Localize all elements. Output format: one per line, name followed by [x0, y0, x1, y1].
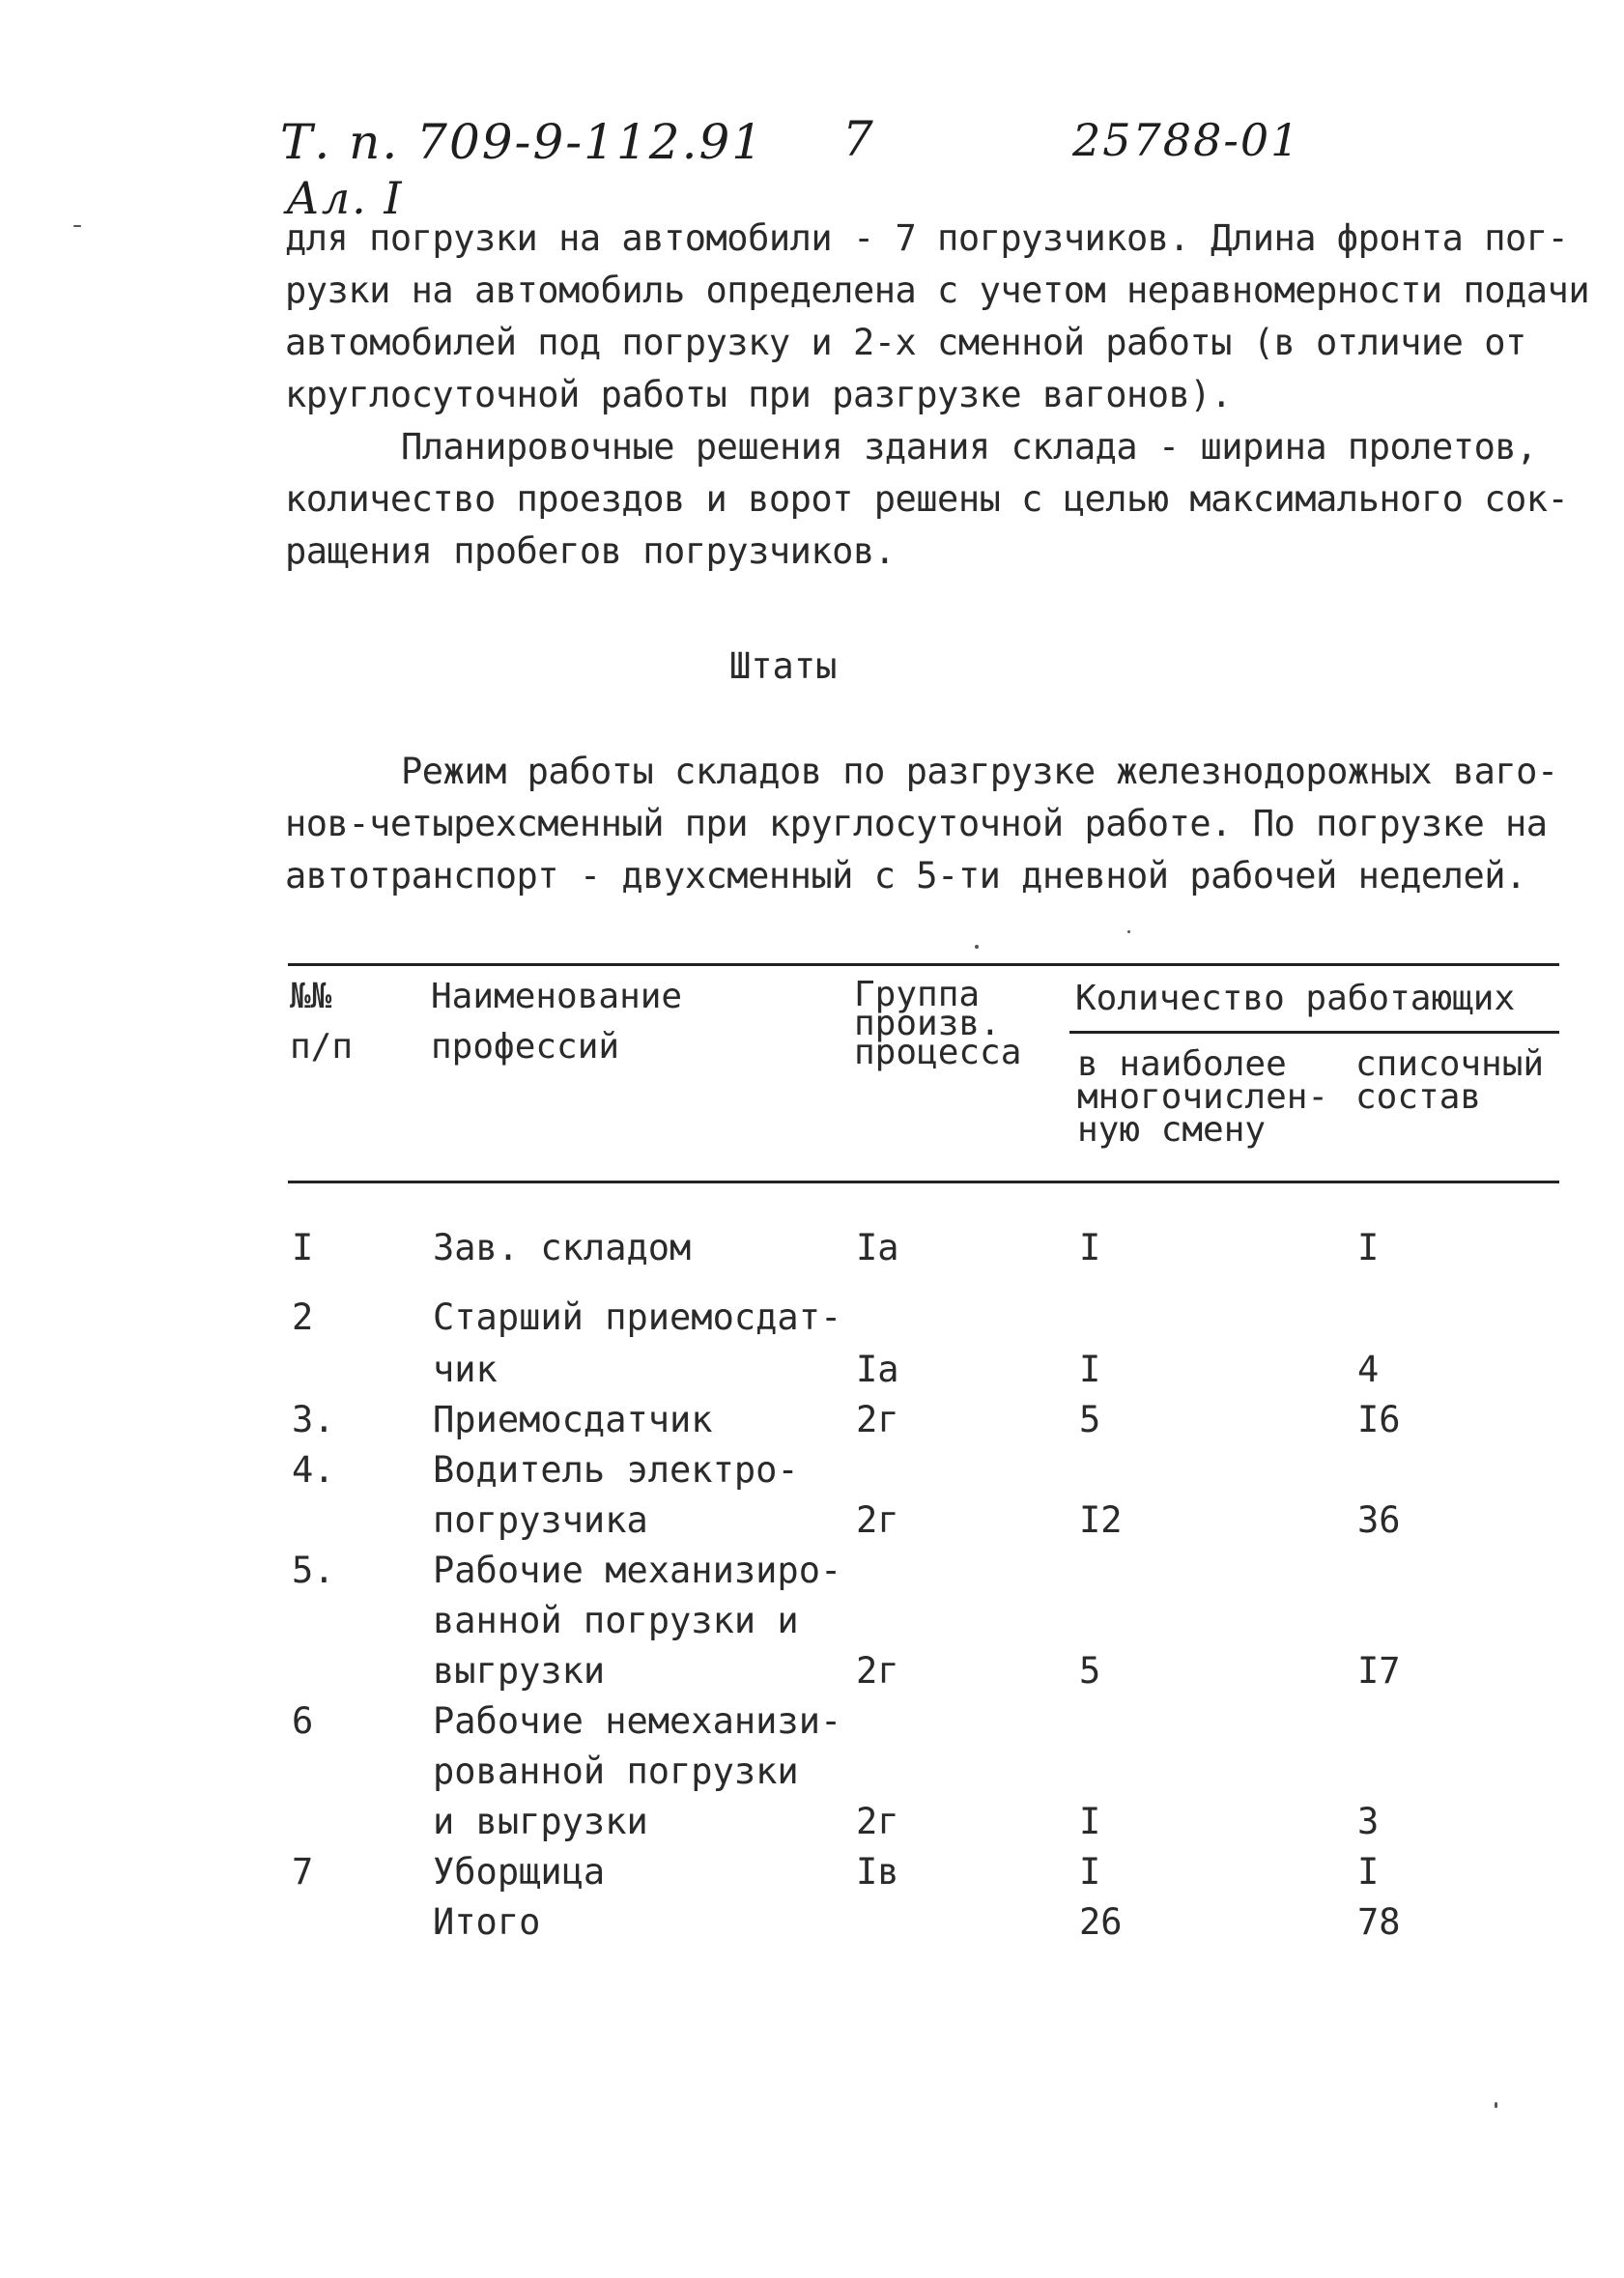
row-profession: выгрузки: [433, 1650, 606, 1692]
row-shift-count: I: [1079, 1801, 1101, 1842]
text-line: количество проездов и ворот решены с целью максимального сок-: [285, 478, 1569, 520]
row-num: 5.: [292, 1550, 335, 1591]
row-num: 4.: [292, 1449, 335, 1491]
row-profession: рованной погрузки: [433, 1751, 799, 1792]
section-title: Штаты: [729, 645, 838, 687]
row-group: 2г: [856, 1499, 899, 1541]
row-shift-count: I: [1079, 1851, 1101, 1893]
row-profession: Водитель электро-: [433, 1449, 799, 1491]
row-num: 3.: [292, 1399, 335, 1440]
col-header-shift: в наиболее многочислен- ную смену: [1077, 1044, 1329, 1150]
row-group: 2г: [856, 1650, 899, 1692]
row-list-count: I6: [1357, 1399, 1401, 1440]
row-list-count: I: [1357, 1227, 1380, 1268]
dust-speck: [1495, 2102, 1497, 2108]
text-line: Планировочные решения здания склада - ширина пролетов,: [401, 426, 1537, 468]
text-line: круглосуточной работы при разгрузке вагонов).: [285, 374, 1232, 415]
row-list-count: 4: [1357, 1349, 1380, 1390]
dust-speck: [975, 945, 979, 949]
row-profession: чик: [433, 1349, 498, 1390]
total-shift-count: 26: [1079, 1901, 1123, 1943]
row-profession: Рабочие механизиро-: [433, 1550, 842, 1591]
row-profession: ванной погрузки и: [433, 1600, 799, 1641]
album-mark: Ал. I: [286, 172, 404, 224]
col-header-name: Наименование профессий: [431, 977, 683, 1067]
dust-speck: [1127, 930, 1130, 933]
row-shift-count: I: [1079, 1227, 1101, 1268]
text-line: рузки на автомобиль определена с учетом неравномерности подачи: [285, 270, 1590, 311]
row-profession: и выгрузки: [433, 1801, 648, 1842]
row-num: I: [292, 1227, 314, 1268]
row-num: 6: [292, 1700, 314, 1742]
row-num: 7: [292, 1851, 314, 1893]
table-top-rule: [288, 963, 1559, 966]
count-header-rule: [1069, 1031, 1559, 1034]
col-header-count: Количество работающих: [1075, 979, 1516, 1018]
row-group: 2г: [856, 1399, 899, 1440]
row-profession: Уборщица: [433, 1851, 606, 1893]
text-line: автомобилей под погрузку и 2-х сменной работы (в отличие от: [285, 322, 1526, 363]
text-line: ращения пробегов погрузчиков.: [285, 530, 896, 572]
row-profession: Старший приемосдат-: [433, 1296, 842, 1338]
row-profession: погрузчика: [433, 1499, 648, 1541]
row-list-count: I: [1357, 1851, 1380, 1893]
row-shift-count: 5: [1079, 1650, 1101, 1692]
doc-code: Т. п. 709-9-112.91: [280, 114, 765, 170]
row-list-count: I7: [1357, 1650, 1401, 1692]
row-profession: Приемосдатчик: [433, 1399, 713, 1440]
page-number: 7: [842, 111, 875, 167]
inventory-number: 25788-01: [1072, 114, 1301, 166]
row-group: 2г: [856, 1801, 899, 1842]
row-list-count: 3: [1357, 1801, 1380, 1842]
row-shift-count: I2: [1079, 1499, 1123, 1541]
text-line: для погрузки на автомобили - 7 погрузчиков. Длина фронта пог-: [285, 217, 1569, 259]
row-group: Iа: [856, 1349, 899, 1390]
total-list-count: 78: [1357, 1901, 1401, 1943]
row-list-count: 36: [1357, 1499, 1401, 1541]
text-line: нов-четырехсменный при круглосуточной работе. По погрузке на: [285, 803, 1548, 844]
row-num: 2: [292, 1296, 314, 1338]
row-group: Iа: [856, 1227, 899, 1268]
col-header-num: №№ п/п: [290, 977, 354, 1067]
text-line: автотранспорт - двухсменный с 5-ти дневной рабочей неделей.: [285, 855, 1526, 897]
row-shift-count: 5: [1079, 1399, 1101, 1440]
col-header-list: списочный состав: [1355, 1044, 1545, 1117]
row-profession: Зав. складом: [433, 1227, 692, 1268]
margin-tick: [73, 225, 81, 227]
total-label: Итого: [433, 1901, 541, 1943]
row-shift-count: I: [1079, 1349, 1101, 1390]
text-line: Режим работы складов по разгрузке железнодорожных ваго-: [401, 751, 1558, 792]
row-group: Iв: [856, 1851, 899, 1893]
header-bottom-rule: [288, 1181, 1559, 1183]
col-header-group: Группа произв. процесса: [854, 975, 1022, 1072]
row-profession: Рабочие немеханизи-: [433, 1700, 842, 1742]
